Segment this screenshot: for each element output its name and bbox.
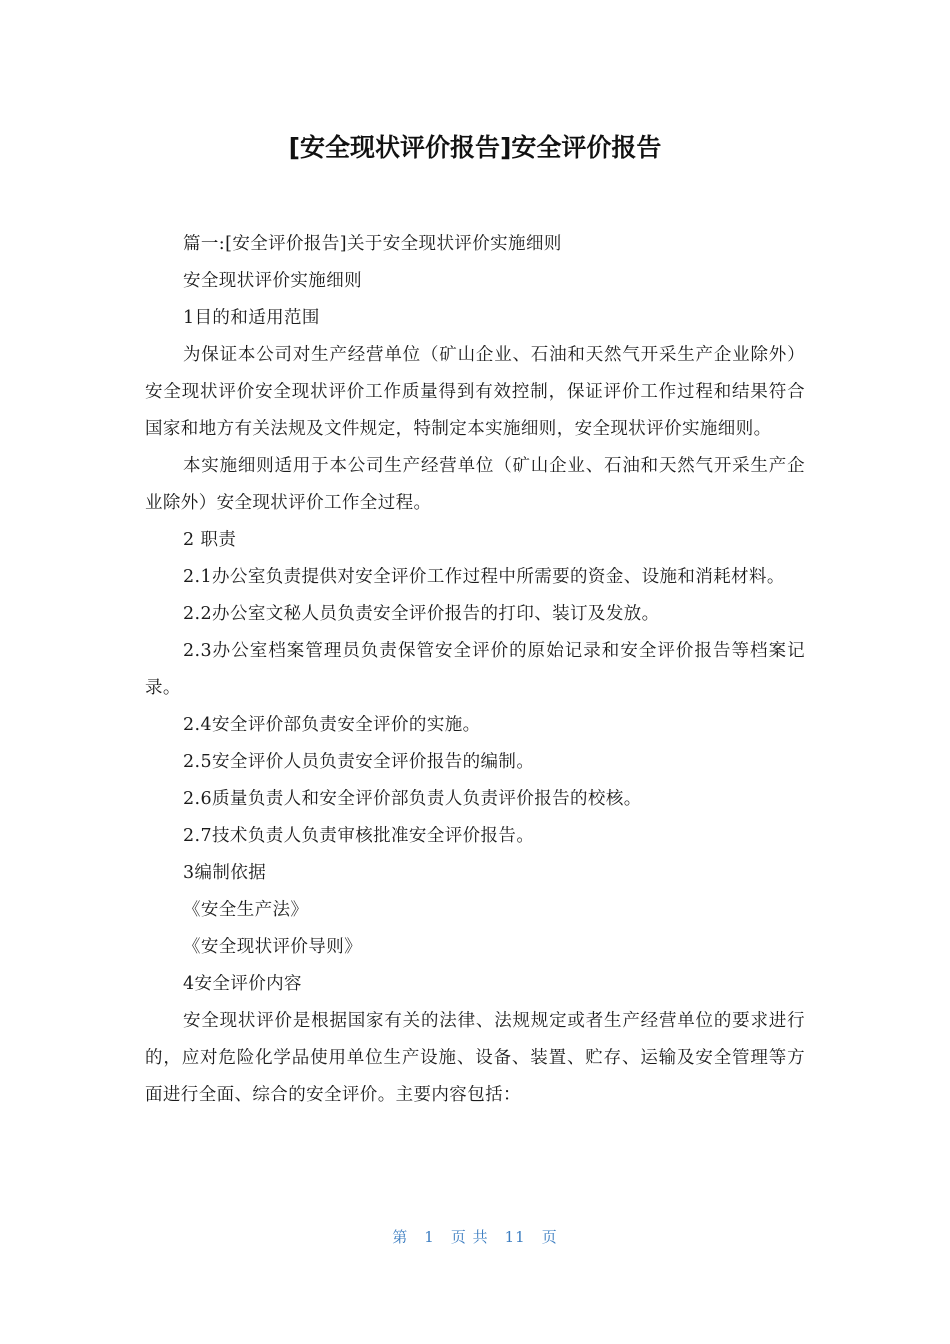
document-body [145,226,805,1114]
list-item: 2.4安全评价部负责安全评价的实施。 [183,715,481,735]
paragraph: 安全现状评价是根据国家有关的法律、法规规定或者生产经营单位的要求进行的，应对危险化学品使用单位生产设施、设备、装置、贮存、运输及安全管理等方面进行全面、综合的安全评价。主要内容包括： [145,1011,805,1105]
reference-item: 《安全生产法》 [183,900,309,920]
footer-prefix: 第 [392,1228,409,1246]
footer-total-pages: 11 [504,1228,526,1246]
list-item: 2.2办公室文秘人员负责安全评价报告的打印、装订及发放。 [183,604,660,624]
paragraph: 本实施细则适用于本公司生产经营单位（矿山企业、石油和天然气开采生产企业除外）安全现状评价工作全过程。 [145,456,805,513]
footer-middle: 页 共 [450,1228,489,1246]
list-item: 2.1办公室负责提供对安全评价工作过程中所需要的资金、设施和消耗材料。 [183,567,785,587]
section-heading: 3编制依据 [183,863,267,883]
section-heading: 2 职责 [183,530,237,550]
footer-current-page: 1 [424,1228,435,1246]
list-item: 2.7技术负责人负责审核批准安全评价报告。 [183,826,535,846]
paragraph: 安全现状评价实施细则 [183,271,362,291]
list-item: 2.3办公室档案管理员负责保管安全评价的原始记录和安全评价报告等档案记录。 [145,641,805,698]
section-heading: 1目的和适用范围 [183,308,320,328]
list-item: 2.5安全评价人员负责安全评价报告的编制。 [183,752,535,772]
page-footer [0,1224,950,1250]
paragraph: 篇一:[安全评价报告]关于安全现状评价实施细则 [183,234,562,254]
list-item: 2.6质量负责人和安全评价部负责人负责评价报告的校核。 [183,789,642,809]
footer-suffix: 页 [541,1228,558,1246]
reference-item: 《安全现状评价导则》 [183,937,362,957]
section-heading: 4安全评价内容 [183,974,302,994]
document-title: [安全现状评价报告]安全评价报告 [288,133,662,162]
paragraph: 为保证本公司对生产经营单位（矿山企业、石油和天然气开采生产企业除外）安全现状评价安全现状评价工作质量得到有效控制，保证评价工作过程和结果符合国家和地方有关法规及文件规定，特制定本实施细则，安全现状评价实施细则。 [145,345,805,439]
